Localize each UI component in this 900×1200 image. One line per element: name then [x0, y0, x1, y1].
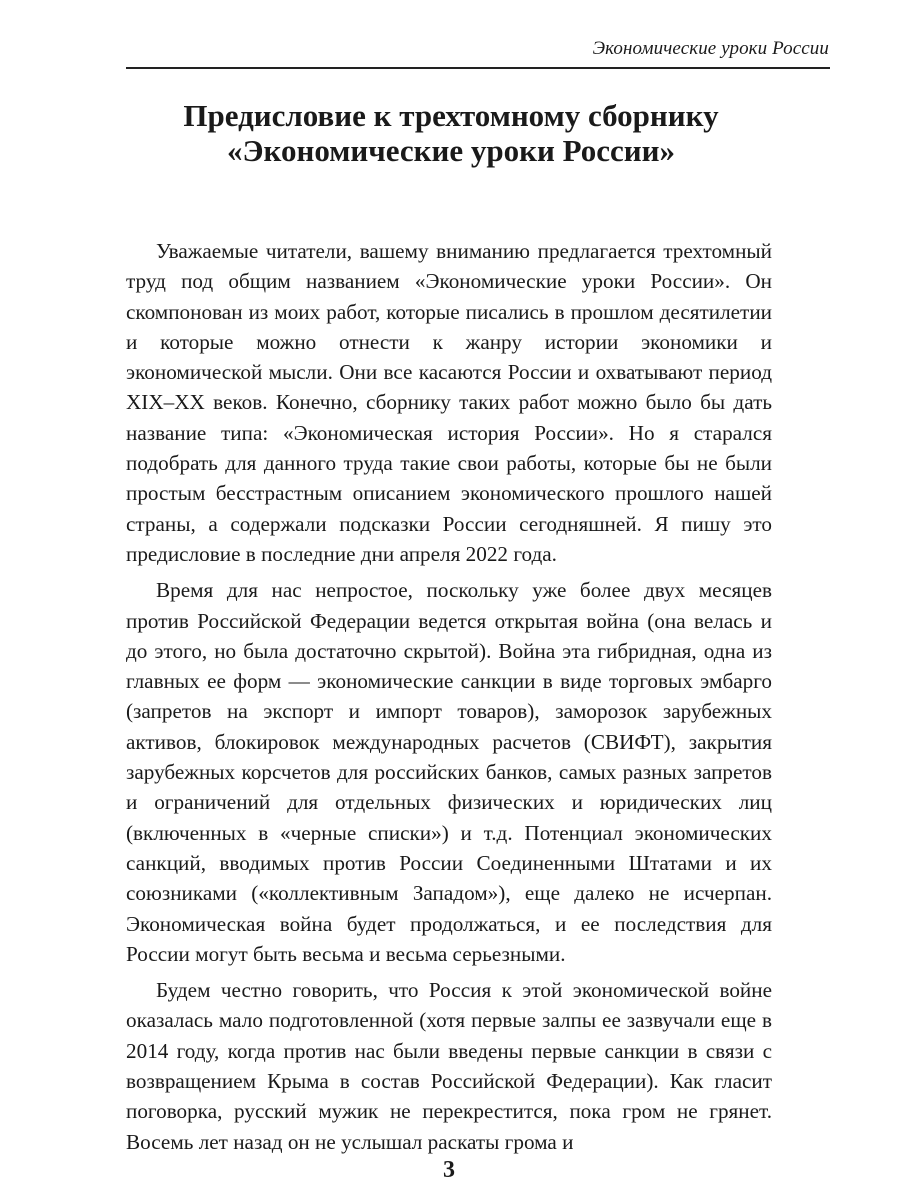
running-header: Экономические уроки России	[592, 38, 829, 59]
title-line-1: Предисловие к трехтомному сборнику	[183, 98, 719, 133]
page-number: 3	[443, 1157, 455, 1183]
paragraph-1: Уважаемые читатели, вашему вниманию предлагается трехтомный труд под общим названием «Экономические уроки России». Он скомпонован из моих работ, которые писались в прошлом десятилетии и которые можно отнести к жанру истории экономики и экономической мысли. Они все касаются России и охватывают период XIX–XX веков. Конечно, сборнику таких работ можно было бы дать название типа: «Экономическая история России». Но я старался подобрать для данного труда такие свои работы, которые бы не были простым бесстрастным описанием экономического прошлого нашей страны, а содержали подсказки России сегодняшней. Я пишу это предисловие в последние дни апреля 2022 года.	[126, 239, 772, 566]
header-rule	[126, 67, 830, 69]
paragraph-3: Будем честно говорить, что Россия к этой экономической войне оказалась мало подготовленной (хотя первые залпы ее зазвучали еще в 2014 году, когда против нас были введены первые санкции в связи с возвращением Крыма в состав Российской Федерации). Как гласит поговорка, русский мужик не перекрестится, пока гром не грянет. Восемь лет назад он не услышал раскаты грома и	[126, 978, 772, 1154]
body-text	[126, 236, 772, 1163]
paragraph-2: Время для нас непростое, поскольку уже более двух месяцев против Российской Федерации ведется открытая война (она велась и до этого, но была достаточно скрытой). Война эта гибридная, одна из главных ее форм — экономические санкции в виде торговых эмбарго (запретов на экспорт и импорт товаров), заморозок зарубежных активов, блокировок международных расчетов (СВИФТ), закрытия зарубежных корсчетов для российских банков, самых разных запретов и ограничений для отдельных физических и юридических лиц (включенных в «черные списки») и т.д. Потенциал экономических санкций, вводимых против России Соединенными Штатами и их союзниками («коллективным Западом»), еще далеко не исчерпан. Экономическая война будет продолжаться, и ее последствия для России могут быть весьма и весьма серьезными.	[126, 578, 772, 966]
page-title	[126, 98, 776, 168]
title-line-2: «Экономические уроки России»	[227, 133, 675, 168]
